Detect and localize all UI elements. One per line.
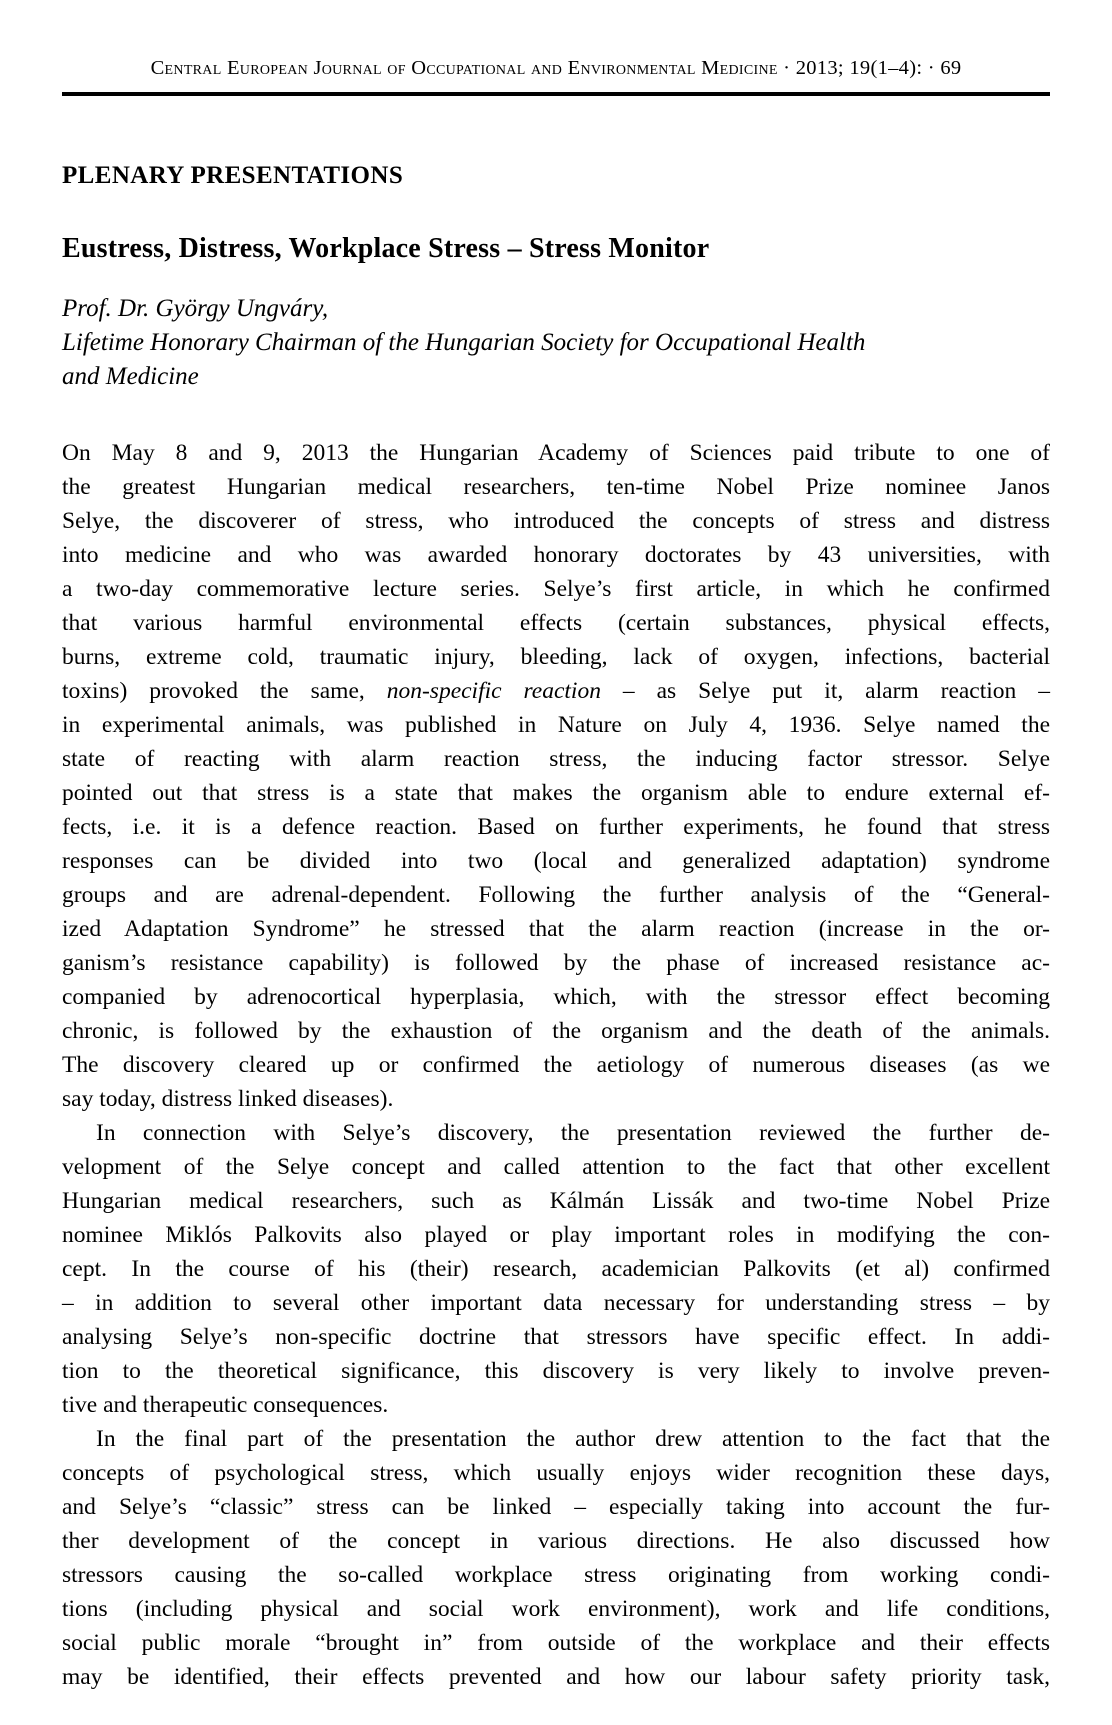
text-line (62, 1456, 1050, 1490)
text-segment: velopment of the Selye concept and called attention to the fact that other excellent (62, 1154, 1050, 1180)
text-line (62, 1490, 1050, 1524)
text-segment: ized Adaptation Syndrome” he stressed that the alarm reaction (increase in the or- (62, 916, 1050, 942)
text-line (62, 1150, 1050, 1184)
text-segment: a two-day commemorative lecture series. Selye’s first article, in which he confirmed (62, 576, 1050, 602)
text-line (62, 1524, 1050, 1558)
text-line (62, 1388, 1050, 1422)
text-line (62, 776, 1050, 810)
text-segment: cept. In the course of his (their) research, academician Palkovits (et al) confirmed (62, 1256, 1050, 1282)
text-line (62, 674, 1050, 708)
text-segment: chronic, is followed by the exhaustion of the organism and the death of the animals. (62, 1018, 1050, 1044)
text-line (62, 742, 1050, 776)
paragraph (62, 436, 1050, 1116)
text-line (62, 946, 1050, 980)
text-line (62, 1048, 1050, 1082)
text-segment: – in addition to several other important data necessary for understanding stress – by (62, 1290, 1050, 1316)
text-line (62, 1320, 1050, 1354)
text-segment: and Selye’s “classic” stress can be linked – especially taking into account the fur- (62, 1494, 1050, 1520)
paragraph (62, 1116, 1050, 1422)
text-line (62, 708, 1050, 742)
text-segment: – as Selye put it, alarm reaction – (600, 678, 1051, 704)
author-affiliation-line-2: and Medicine (62, 363, 199, 390)
text-segment: analysing Selye’s non-specific doctrine that stressors have specific effect. In addi- (62, 1324, 1050, 1350)
text-line (62, 1184, 1050, 1218)
text-line (62, 1660, 1050, 1694)
text-segment: stressors causing the so-called workplace stress originating from working condi- (62, 1562, 1050, 1588)
text-segment: toxins) provoked the same, (62, 678, 387, 704)
text-segment: tions (including physical and social work environment), work and life conditions, (62, 1596, 1050, 1622)
text-line (62, 1286, 1050, 1320)
text-segment: ganism’s resistance capability) is followed by the phase of increased resistance ac- (62, 950, 1050, 976)
text-segment: tion to the theoretical significance, this discovery is very likely to involve preven- (62, 1358, 1050, 1384)
text-line (62, 1252, 1050, 1286)
text-line (62, 606, 1050, 640)
text-segment: tive and therapeutic consequences. (62, 1392, 389, 1418)
text-segment: state of reacting with alarm reaction stress, the inducing factor stressor. Selye (62, 746, 1050, 772)
text-segment: groups and are adrenal-dependent. Following the further analysis of the “General- (62, 882, 1050, 908)
text-segment: that various harmful environmental effects (certain substances, physical effects, (62, 610, 1050, 636)
section-heading: PLENARY PRESENTATIONS (62, 162, 404, 189)
text-line (62, 1218, 1050, 1252)
article-body (62, 436, 1050, 1694)
text-line (62, 1422, 1050, 1456)
text-segment: companied by adrenocortical hyperplasia, which, with the stressor effect becoming (62, 984, 1050, 1010)
text-line (62, 912, 1050, 946)
text-segment: fects, i.e. it is a defence reaction. Based on further experiments, he found that stress (62, 814, 1050, 840)
text-segment: social public morale “brought in” from outside of the workplace and their effects (62, 1630, 1050, 1656)
text-line (62, 810, 1050, 844)
text-line (62, 470, 1050, 504)
journal-title-line: Central European Journal of Occupational and Environmental Medicine · 2013; 19(1–4): · 69 (150, 57, 962, 79)
author-block (62, 292, 1050, 394)
header-rule-divider (62, 92, 1050, 96)
text-line (62, 640, 1050, 674)
text-line (62, 572, 1050, 606)
author-affiliation-line-1: Lifetime Honorary Chairman of the Hungarian Society for Occupational Health (62, 329, 866, 356)
text-segment: nominee Miklós Palkovits also played or play important roles in modifying the con- (62, 1222, 1050, 1248)
author-name-line: Prof. Dr. György Ungváry, (62, 295, 329, 322)
running-header (62, 56, 1050, 80)
text-line (62, 878, 1050, 912)
text-segment: Hungarian medical researchers, such as Kálmán Lissák and two-time Nobel Prize (62, 1188, 1050, 1214)
text-line (62, 1014, 1050, 1048)
text-segment: Selye, the discoverer of stress, who introduced the concepts of stress and distress (62, 508, 1050, 534)
text-line (62, 538, 1050, 572)
text-segment: concepts of psychological stress, which usually enjoys wider recognition these days, (62, 1460, 1050, 1486)
text-line (62, 1082, 1050, 1116)
text-segment: ther development of the concept in various directions. He also discussed how (62, 1528, 1050, 1554)
text-segment: In connection with Selye’s discovery, the presentation reviewed the further de- (96, 1120, 1050, 1146)
text-line (62, 1354, 1050, 1388)
text-segment: the greatest Hungarian medical researchers, ten-time Nobel Prize nominee Janos (62, 474, 1050, 500)
text-line (62, 1558, 1050, 1592)
text-segment: In the final part of the presentation the author drew attention to the fact that the (96, 1426, 1050, 1452)
text-line (62, 1592, 1050, 1626)
text-segment: On May 8 and 9, 2013 the Hungarian Academy of Sciences paid tribute to one of (62, 440, 1050, 466)
text-line (62, 980, 1050, 1014)
italic-text-segment: non-specific reaction (386, 678, 601, 704)
text-segment: burns, extreme cold, traumatic injury, bleeding, lack of oxygen, infections, bacterial (62, 644, 1050, 670)
text-line (62, 1626, 1050, 1660)
text-line (62, 844, 1050, 878)
text-line (62, 1116, 1050, 1150)
paragraph (62, 1422, 1050, 1694)
text-segment: The discovery cleared up or confirmed the aetiology of numerous diseases (as we (62, 1052, 1050, 1078)
text-segment: responses can be divided into two (local and generalized adaptation) syndrome (62, 848, 1050, 874)
text-segment: say today, distress linked diseases). (62, 1086, 394, 1112)
text-line (62, 436, 1050, 470)
text-segment: may be identified, their effects prevented and how our labour safety priority task, (62, 1664, 1050, 1690)
text-segment: pointed out that stress is a state that makes the organism able to endure external ef- (62, 780, 1050, 806)
text-segment: into medicine and who was awarded honorary doctorates by 43 universities, with (62, 542, 1050, 568)
article-title: Eustress, Distress, Workplace Stress – Stress Monitor (62, 233, 710, 264)
text-line (62, 504, 1050, 538)
text-segment: in experimental animals, was published in Nature on July 4, 1936. Selye named the (62, 712, 1050, 738)
